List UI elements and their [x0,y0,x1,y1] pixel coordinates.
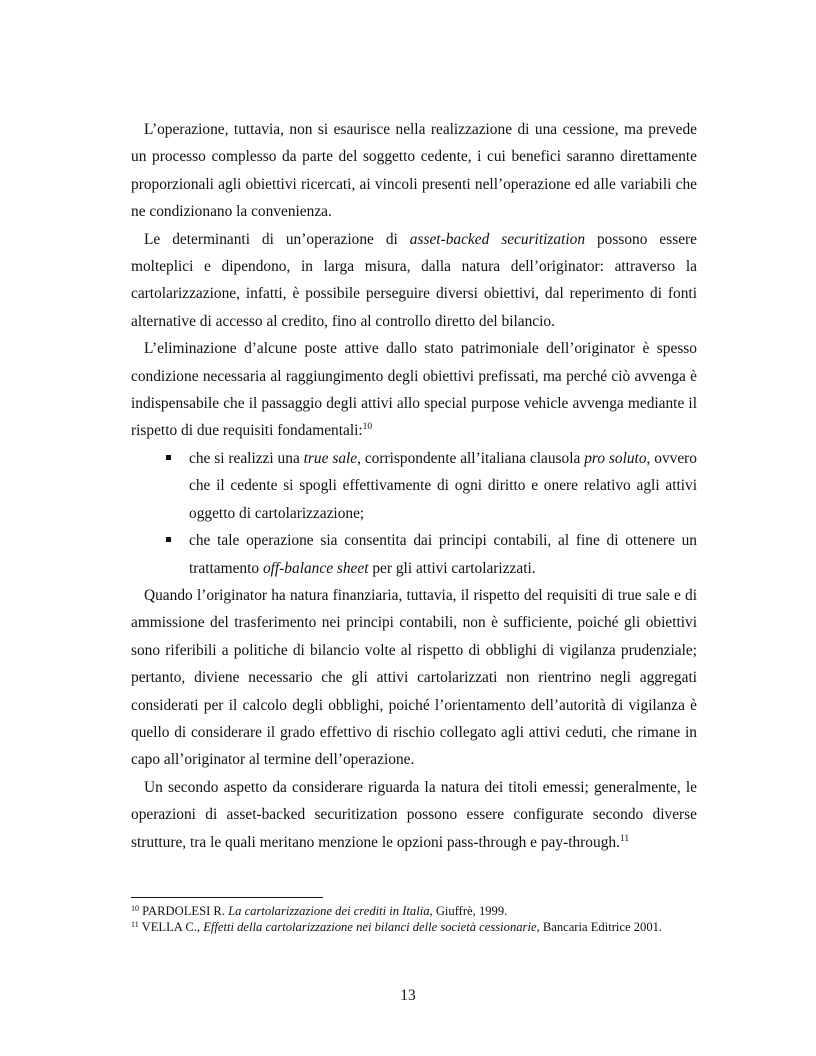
footnote-author: PARDOLESI R. [142,904,229,918]
paragraph-1 [131,116,697,226]
list-item-emphasis: off-balance sheet [262,559,369,577]
paragraph-5-text: Un secondo aspetto da considerare riguarda la natura dei titoli emessi; generalmente, le operazioni di asset-backed securitization possono essere configurate secondo diverse strutture, tra le quali meritano menzione le opzioni pass-through e pay-through. [131,778,697,851]
footnote-author: VELLA C., [141,920,204,934]
square-bullet-icon [166,455,171,460]
paragraph-1-text: L’operazione, tuttavia, non si esaurisce nella realizzazione di una cessione, ma prevede un processo complesso da parte del soggetto cedente, i cui benefici saranno direttamente proporzionali agli obiettivi ricercati, ai vincoli presenti nell’operazione ed alle variabili che ne condizionano la convenienza. [131,121,697,221]
footnote-ref-11: 11 [619,833,630,844]
footnote-separator [131,897,323,898]
list-item-text-c: , ovvero che il cedente si spogli effettivamente di ogni diritto e onere relativo agli attivi oggetto di cartolarizzazione; [189,449,697,522]
footnote-11 [131,919,711,935]
footnotes [131,903,711,935]
footnote-number: 10 [131,904,139,913]
paragraph-2-emphasis: asset-backed securitization [409,230,586,248]
requirements-list [131,445,697,582]
footnote-title: La cartolarizzazione dei crediti in Italia [228,904,430,918]
footnote-10 [131,903,711,919]
footnote-publisher: , Bancaria Editrice 2001. [536,920,663,934]
list-item-text-b: , corrispondente all’italiana clausola [357,449,585,467]
page-number: 13 [400,987,416,1004]
paragraph-3-text: L’eliminazione d’alcune poste attive dallo stato patrimoniale dell’originator è spesso condizione necessaria al raggiungimento degli obiettivi prefissati, ma perché ciò avvenga è indispensabile che il passaggio degli attivi allo special purpose vehicle avvenga mediante il rispetto di due requisiti fondamentali: [131,340,697,440]
square-bullet-icon [166,537,171,542]
page-body [131,116,697,856]
paragraph-2-text-a: Le determinanti di un’operazione di [144,230,410,248]
footnote-number: 11 [131,920,139,929]
footnote-publisher: , Giuffrè, 1999. [429,904,508,918]
paragraph-4-text: Quando l’originator ha natura finanziaria, tuttavia, il rispetto del requisiti di true sale e di ammissione del trasferimento nei principi contabili, non è sufficiente, poiché gli obiettivi sono riferibili a politiche di bilancio volte al rispetto di obblighi di vigilanza prudenziale; pertanto, diviene necessario che gli attivi cartolarizzati non rientrino negli aggregati considerati per il calcolo degli obblighi, poiché l’orientamento dell’autorità di vigilanza è quello di considerare il grado effettivo di rischio collegato agli attivi ceduti, che rimane in capo all’originator al termine dell’operazione. [131,586,697,769]
footnote-ref-10: 10 [362,422,373,433]
paragraph-2 [131,226,697,336]
list-item-emphasis: pro soluto [584,449,647,467]
list-item-text-b: per gli attivi cartolarizzati. [368,559,536,577]
list-item-text-a: che si realizzi una [189,449,304,467]
paragraph-4 [131,582,697,774]
list-item [131,445,697,527]
list-item-emphasis: true sale [303,449,358,467]
list-item [131,527,697,582]
list-item-text-a: che tale operazione sia consentita dai principi contabili, al fine di ottenere un trattamento [189,532,697,577]
paragraph-2-text-b: possono essere molteplici e dipendono, in larga misura, dalla natura dell’originator: attraverso la cartolarizzazione, infatti, è possibile perseguire diversi obiettivi, dal reperimento di fonti alternative di accesso al credito, fino al controllo diretto del bilancio. [131,230,698,330]
paragraph-3 [131,335,697,445]
footnote-title: Effetti della cartolarizzazione nei bilanci delle società cessionarie [203,920,537,934]
paragraph-5 [131,774,697,856]
